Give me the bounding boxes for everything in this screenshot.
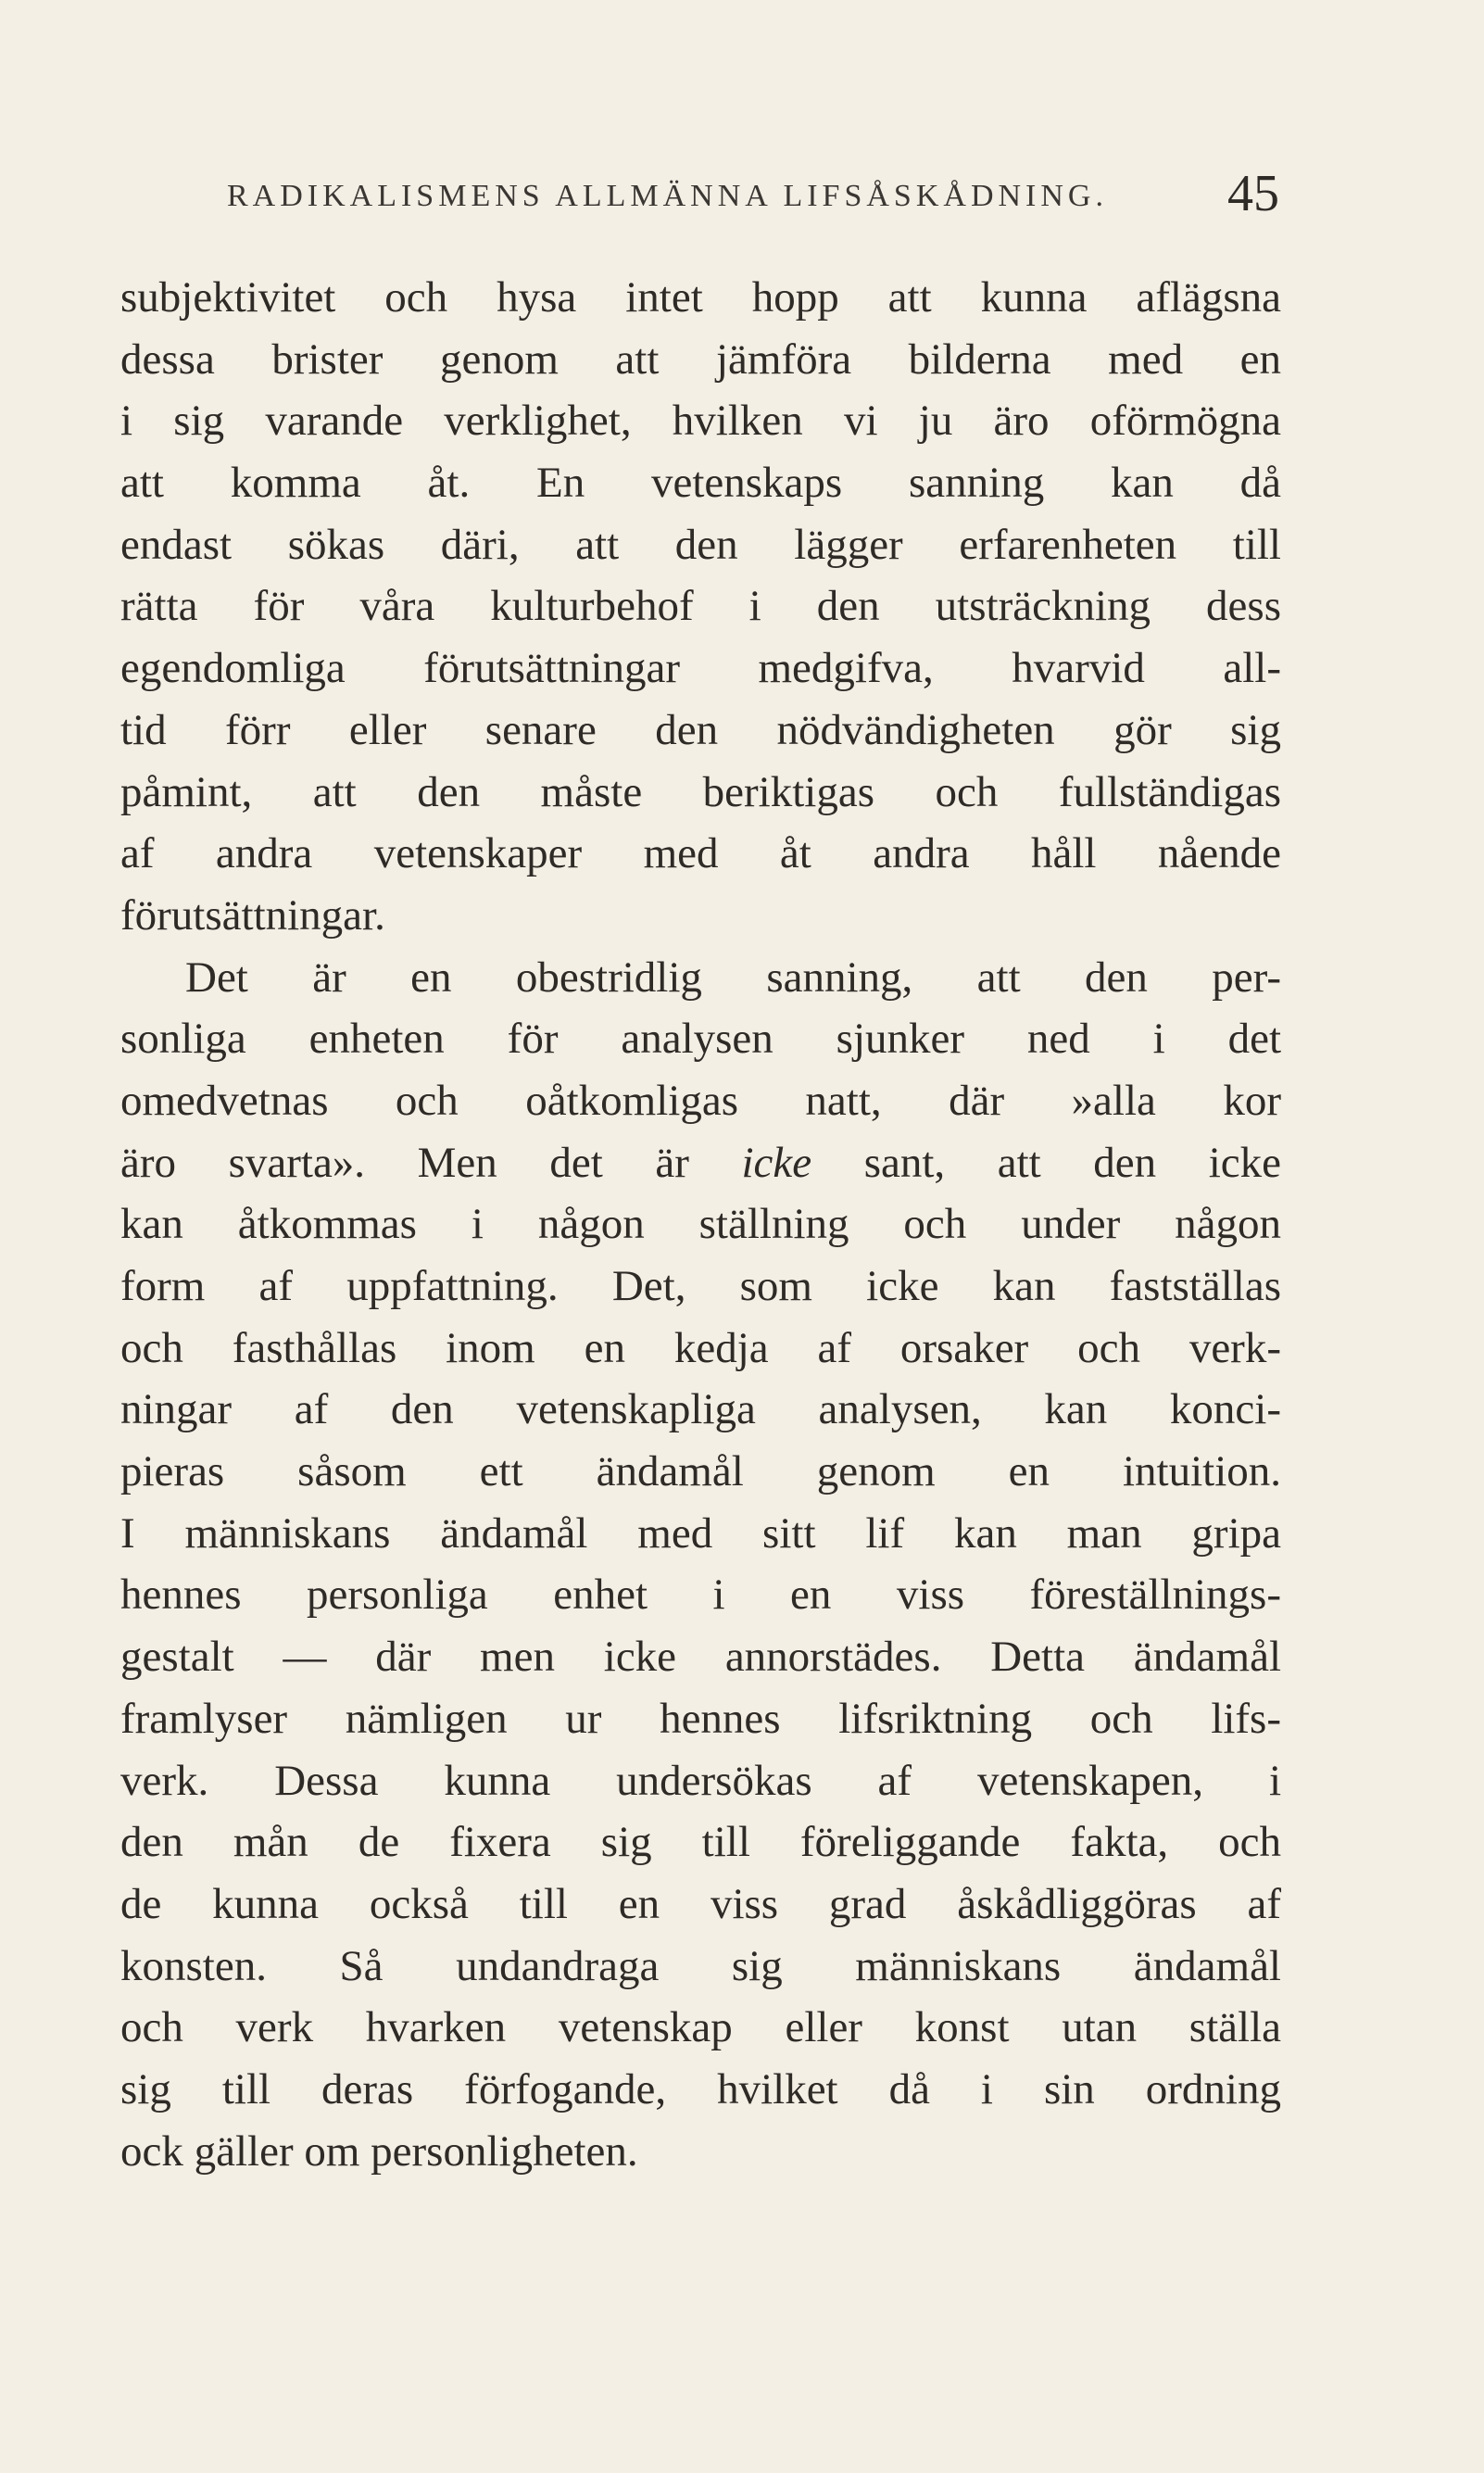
text-line: påmint, att den måste beriktigas och fullständigas (120, 767, 1281, 816)
text-line: I människans ändamål med sitt lif kan man gripa (120, 1508, 1281, 1558)
text-line: i sig varande verklighet, hvilken vi ju äro oförmögna (120, 397, 1281, 446)
page-number: 45 (1227, 165, 1279, 222)
body-text (120, 267, 1281, 2182)
text-line: tid förr eller senare den nödvändigheten gör sig (120, 705, 1281, 754)
running-title: RADIKALISMENS ALLMÄNNA LIFSÅSKÅDNING. (227, 179, 1108, 213)
text-line-paragraph-start: Det är en obestridlig sanning, att den per- (185, 953, 1281, 1002)
text-line: omedvetnas och oåtkomligas natt, där »alla kor (120, 1076, 1281, 1125)
text-line: konsten. Så undandraga sig människans ändamål (120, 1941, 1281, 1990)
text-line-with-emphasis (120, 1132, 1281, 1194)
text-segment: äro svarta». Men det är (120, 1138, 689, 1187)
text-line: framlyser nämligen ur hennes lifsriktning och lifs- (120, 1694, 1281, 1743)
text-line: och verk hvarken vetenskap eller konst utan ställa (120, 2003, 1281, 2052)
text-line: sig till deras förfogande, hvilket då i sin ordning (120, 2064, 1281, 2113)
emphasized-word: icke (741, 1138, 812, 1187)
text-line-paragraph-end: förutsättningar. (120, 890, 385, 940)
text-line: subjektivitet och hysa intet hopp att kunna aflägsna (120, 273, 1281, 322)
text-line: de kunna också till en viss grad åskådliggöras af (120, 1879, 1281, 1928)
text-line: verk. Dessa kunna undersökas af vetenskapen, i (120, 1756, 1281, 1805)
text-line: kan åtkommas i någon ställning och under någon (120, 1200, 1281, 1249)
text-line: gestalt — där men icke annorstädes. Detta ändamål (120, 1633, 1281, 1682)
text-line: att komma åt. En vetenskaps sanning kan då (120, 459, 1281, 508)
text-line: ningar af den vetenskapliga analysen, kan konci- (120, 1385, 1281, 1434)
text-segment: sant, att den icke (863, 1138, 1281, 1187)
text-line: sonliga enheten för analysen sjunker ned i det (120, 1015, 1281, 1064)
text-line: hennes personliga enhet i en viss föreställnings- (120, 1571, 1281, 1620)
text-line: och fasthållas inom en kedja af orsaker och verk- (120, 1323, 1281, 1372)
text-line: egendomliga förutsättningar medgifva, hvarvid all- (120, 644, 1281, 693)
text-line: rätta för våra kulturbehof i den utsträckning dess (120, 582, 1281, 631)
text-line: endast sökas däri, att den lägger erfarenheten till (120, 520, 1281, 569)
text-line: pieras såsom ett ändamål genom en intuition. (120, 1447, 1281, 1496)
text-line-paragraph-end: ock gäller om personligheten. (120, 2126, 638, 2176)
page-header (0, 165, 1484, 225)
text-line: af andra vetenskaper med åt andra håll nående (120, 829, 1281, 878)
text-line: form af uppfattning. Det, som icke kan fastställas (120, 1262, 1281, 1310)
text-line: den mån de fixera sig till föreliggande fakta, och (120, 1818, 1281, 1867)
text-line: dessa brister genom att jämföra bilderna med en (120, 334, 1281, 384)
